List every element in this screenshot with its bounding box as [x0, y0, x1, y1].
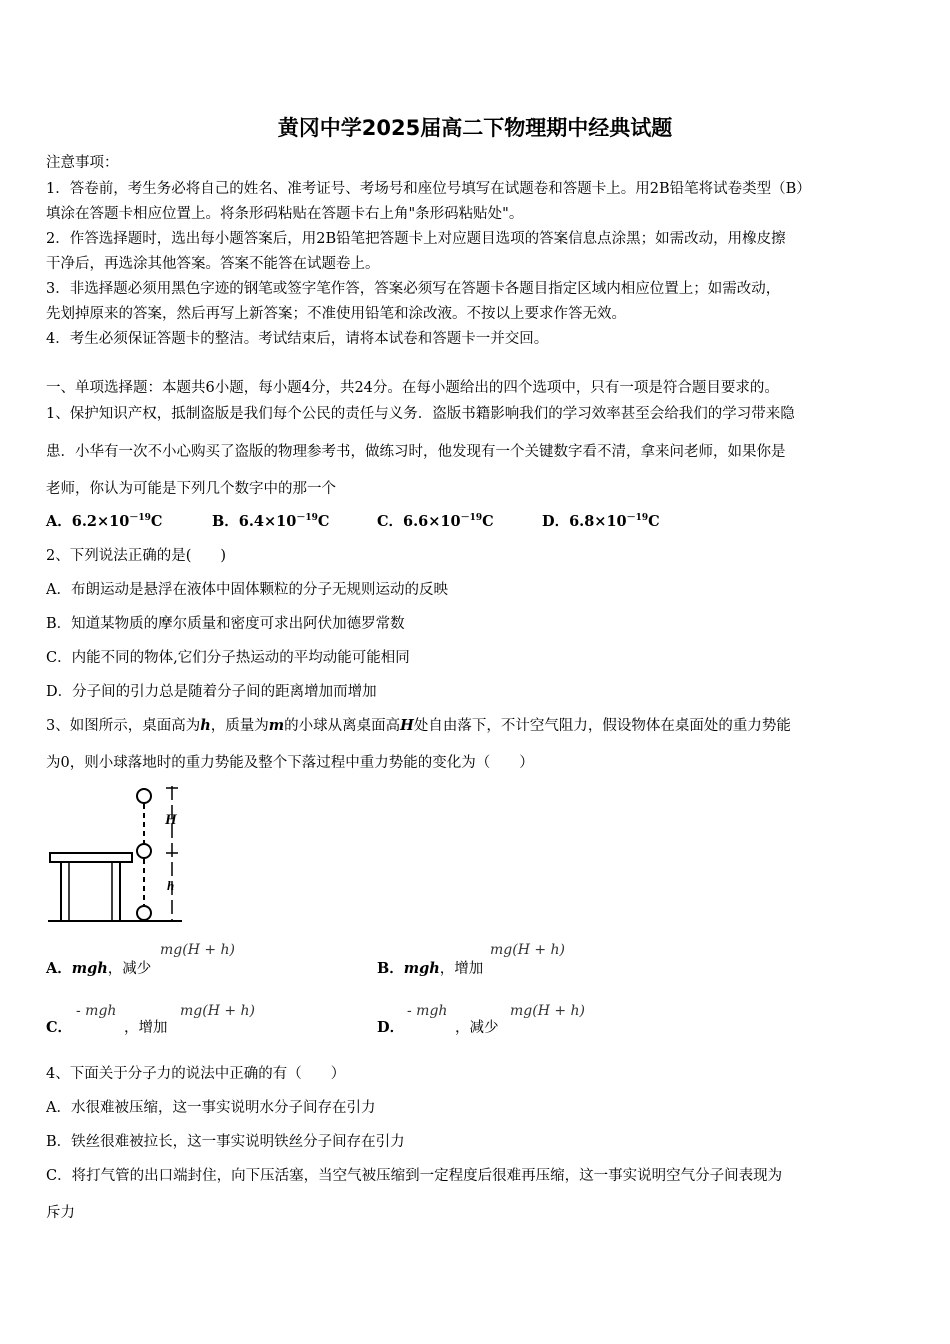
- q4-stem: 4、下面关于分子力的说法中正确的有（ ）: [46, 1066, 346, 1082]
- q2-option-b: B．知道某物质的摩尔质量和密度可求出阿伏加德罗常数: [46, 616, 405, 632]
- q3-option-d-value: - mgh: [407, 1003, 448, 1019]
- page-title: 黄冈中学2025届高二下物理期中经典试题: [277, 116, 673, 140]
- q4-option-c: C．将打气管的出口端封住，向下压活塞，当空气被压缩到一定程度后很难再压缩，这一事实说明空气分子间表现为: [46, 1168, 783, 1184]
- q4-option-b: B．铁丝很难被拉长，这一事实说明铁丝分子间存在引力: [46, 1134, 405, 1150]
- q2-option-a: A．布朗运动是悬浮在液体中固体颗粒的分子无规则运动的反映: [46, 582, 448, 598]
- ball-top: [137, 789, 151, 803]
- q1-stem-line: 1、保护知识产权，抵制盗版是我们每个公民的责任与义务．盗版书籍影响我们的学习效率甚至会给我们的学习带来隐: [46, 406, 795, 422]
- notice-line: 1．答卷前，考生务必将自己的姓名、准考证号、考场号和座位号填写在试题卷和答题卡上。用2B铅笔将试卷类型（B）: [46, 181, 811, 197]
- q1-option-c: C．$6.6\times 10^{-19}C$: [377, 513, 494, 530]
- notice-line: 2．作答选择题时，选出每小题答案后，用2B铅笔把答题卡上对应题目选项的答案信息点涂黑；如需改动，用橡皮擦: [46, 231, 786, 247]
- q3-option-d-sep: ，减少: [455, 1020, 499, 1036]
- q4-option-a: A．水很难被压缩，这一事实说明水分子间存在引力: [46, 1100, 376, 1116]
- q3-stem-line1: 3、如图所示，桌面高为h，质量为m的小球从离桌面高H处自由落下，不计空气阻力，假设物体在桌面处的重力势能: [46, 717, 791, 734]
- q2-option-c: C．内能不同的物体,它们分子热运动的平均动能可能相同: [46, 650, 410, 666]
- ball-middle: [137, 844, 151, 858]
- q4-option-c-cont: 斥力: [46, 1205, 75, 1221]
- q3-option-c-sep: ，增加: [124, 1020, 168, 1036]
- q3-stem-line2: 为0，则小球落地时的重力势能及整个下落过程中重力势能的变化为（ ）: [46, 755, 534, 771]
- label-h: h: [167, 878, 175, 893]
- section-heading: 一、单项选择题：本题共6小题，每小题4分，共24分。在每小题给出的四个选项中，只有一项是符合题目要求的。: [46, 380, 779, 396]
- q3-option-d-label: D．: [377, 1019, 405, 1036]
- notice-line: 填涂在答题卡相应位置上。将条形码粘贴在答题卡右上角"条形码粘贴处"。: [46, 206, 524, 222]
- q3-option-a: A．mgh，减少: [46, 960, 152, 977]
- q3-option-b-expr: mg(H + h): [490, 942, 566, 958]
- q3-option-d-expr: mg(H + h): [510, 1003, 586, 1019]
- notice-line: 先划掉原来的答案，然后再写上新答案；不准使用铅笔和涂改液。不按以上要求作答无效。: [46, 306, 626, 322]
- q2-option-d: D．分子间的引力总是随着分子间的距离增加而增加: [46, 684, 377, 700]
- q3-figure: [44, 780, 194, 930]
- notice-line: 干净后，再选涂其他答案。答案不能答在试题卷上。: [46, 256, 380, 272]
- q1-stem-line: 老师，你认为可能是下列几个数字中的那一个: [46, 481, 336, 497]
- q3-option-c-value: - mgh: [76, 1003, 117, 1019]
- q2-stem: 2、下列说法正确的是( ): [46, 548, 227, 564]
- q1-option-b: B．$6.4\times 10^{-19}C$: [212, 513, 330, 530]
- q3-option-c-expr: mg(H + h): [180, 1003, 256, 1019]
- notice-line: 3．非选择题必须用黑色字迹的钢笔或签字笔作答，答案必须写在答题卡各题目指定区域内相应位置上；如需改动，: [46, 281, 781, 297]
- table-top: [50, 853, 132, 862]
- q1-option-a: A．$6.2\times 10^{-19}C$: [46, 513, 163, 530]
- q3-option-a-expr: mg(H + h): [160, 942, 236, 958]
- label-H: H: [165, 812, 177, 828]
- q3-option-b: B．mgh，增加: [377, 960, 484, 977]
- q1-stem-line: 患．小华有一次不小心购买了盗版的物理参考书，做练习时，他发现有一个关键数字看不清，拿来问老师，如果你是: [46, 444, 786, 460]
- ball-bottom: [137, 906, 151, 920]
- q3-option-c-label: C．: [46, 1019, 73, 1036]
- notice-line: 4．考生必须保证答题卡的整洁。考试结束后，请将本试卷和答题卡一并交回。: [46, 331, 549, 347]
- notice-heading: 注意事项：: [46, 155, 119, 171]
- q1-option-d: D．$6.8\times 10^{-19}C$: [542, 513, 660, 530]
